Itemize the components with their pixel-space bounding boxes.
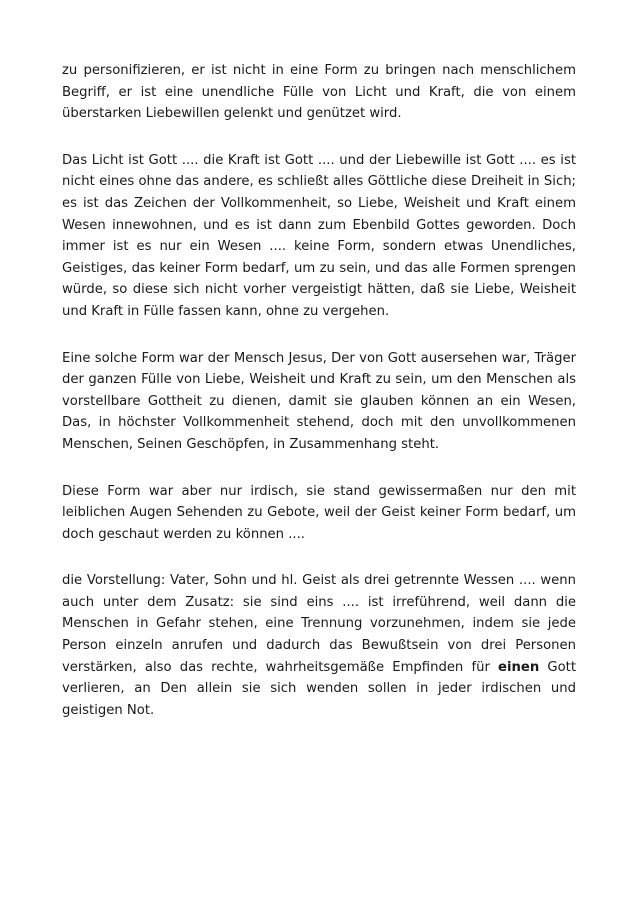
paragraph-5-bold-word: einen <box>498 659 540 675</box>
paragraph-2: Das Licht ist Gott .... die Kraft ist Gott .... und der Liebewille ist Gott .... es ist nicht eines ohne das andere, es schließt alles Göttliche diese Dreiheit in Sich; es ist das Zeichen der Vollkommenheit, so Liebe, Weisheit und Kraft einem Wesen innewohnen, und es ist dann zum Ebenbild Gottes geworden. Doch immer ist es nur ein Wesen .... keine Form, sondern etwas Unendliches, Geistiges, das keiner Form bedarf, um zu sein, und das alle Formen sprengen würde, so diese sich nicht vorher vergeistigt hätten, daß sie Liebe, Weisheit und Kraft in Fülle fassen kann, ohne zu vergehen. <box>62 152 576 319</box>
paragraph-1: zu personifizieren, er ist nicht in eine Form zu bringen nach menschlichem Begriff, er ist eine unendliche Fülle von Licht und Kraft, die von einem überstarken Liebewillen gelenkt und genützet wird. <box>62 63 576 122</box>
document-page <box>62 60 576 721</box>
paragraph-3: Eine solche Form war der Mensch Jesus, Der von Gott ausersehen war, Träger der ganzen Fülle von Liebe, Weisheit und Kraft zu sein, um den Menschen als vorstellbare Gottheit zu dienen, damit sie glauben können an ein Wesen, Das, in höchster Vollkommenheit stehend, doch mit den unvollkommenen Menschen, Seinen Geschöpfen, in Zusammenhang steht. <box>62 350 576 452</box>
paragraph-5 <box>62 570 576 721</box>
paragraph-5-text-start: die Vorstellung: Vater, Sohn und hl. Geist als drei getrennte Wessen .... wenn auch unter dem Zusatz: sie sind eins .... ist irreführend, weil dann die Menschen in Gefahr stehen, eine Trennung vorzunehmen, indem sie jede Person einzeln anrufen und dadurch das Bewußtsein von drei Personen verstärken, also das rechte, wahrheitsgemäße Empfinden für <box>62 573 576 675</box>
paragraph-4: Diese Form war aber nur irdisch, sie stand gewissermaßen nur den mit leiblichen Augen Sehenden zu Gebote, weil der Geist keiner Form bedarf, um doch geschaut werden zu können .... <box>62 483 576 542</box>
paragraph-5-text-end: Gott verlieren, an Den allein sie sich wenden sollen in jeder irdischen und geistigen Not. <box>62 659 577 718</box>
